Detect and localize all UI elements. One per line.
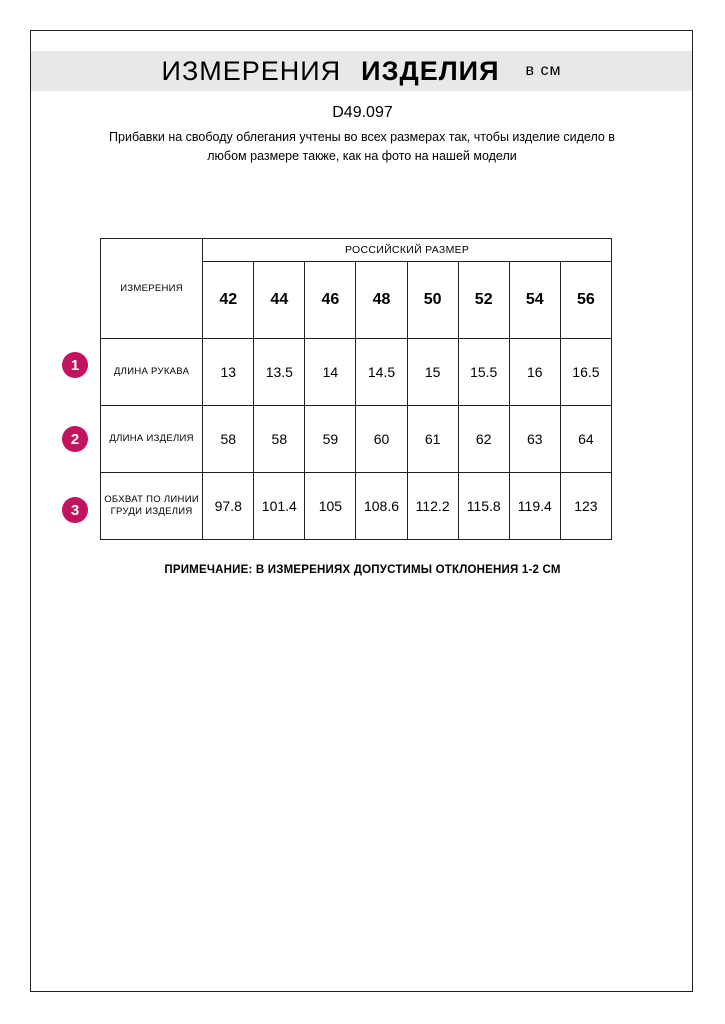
cell-length-56: 64 (560, 406, 611, 473)
cell-length-50: 61 (407, 406, 458, 473)
corner-label: ИЗМЕРЕНИЯ (101, 239, 203, 339)
cell-sleeve-48: 14.5 (356, 339, 407, 406)
measurements-table (100, 238, 612, 540)
cell-length-54: 63 (509, 406, 560, 473)
size-header-50: 50 (407, 262, 458, 339)
page-title (31, 51, 692, 91)
cell-chest-48: 108.6 (356, 473, 407, 540)
footer-note: ПРИМЕЧАНИЕ: В ИЗМЕРЕНИЯХ ДОПУСТИМЫ ОТКЛОНЕНИЯ 1-2 СМ (164, 564, 561, 576)
cell-length-42: 58 (203, 406, 254, 473)
table-header-group-row (101, 239, 612, 262)
cell-chest-46: 105 (305, 473, 356, 540)
marker-badge-2: 2 (62, 426, 88, 452)
row-label-sleeve-length: ДЛИНА РУКАВА (101, 339, 203, 406)
title-product: ИЗДЕЛИЯ (361, 55, 500, 86)
measurements-table-wrap (100, 238, 612, 540)
size-header-56: 56 (560, 262, 611, 339)
cell-sleeve-54: 16 (509, 339, 560, 406)
cell-chest-50: 112.2 (407, 473, 458, 540)
size-header-42: 42 (203, 262, 254, 339)
intro-note: Прибавки на свободу облегания учтены во всех размерах так, чтобы изделие сидело в любом размере также, как на фото на нашей модели (109, 130, 615, 163)
size-header-54: 54 (509, 262, 560, 339)
size-header-52: 52 (458, 262, 509, 339)
row-label-chest-girth: ОБХВАТ ПО ЛИНИИ ГРУДИ ИЗДЕЛИЯ (101, 473, 203, 540)
title-units: в см (525, 62, 562, 79)
size-header-46: 46 (305, 262, 356, 339)
article-code: D49.097 (332, 104, 393, 121)
group-header-russian-size: РОССИЙСКИЙ РАЗМЕР (203, 239, 612, 262)
cell-sleeve-56: 16.5 (560, 339, 611, 406)
marker-badge-3: 3 (62, 497, 88, 523)
cell-chest-42: 97.8 (203, 473, 254, 540)
cell-chest-44: 101.4 (254, 473, 305, 540)
size-header-44: 44 (254, 262, 305, 339)
table-row (101, 406, 612, 473)
cell-length-52: 62 (458, 406, 509, 473)
cell-chest-54: 119.4 (509, 473, 560, 540)
table-row (101, 473, 612, 540)
cell-chest-56: 123 (560, 473, 611, 540)
cell-chest-52: 115.8 (458, 473, 509, 540)
cell-sleeve-52: 15.5 (458, 339, 509, 406)
table-row (101, 339, 612, 406)
cell-length-44: 58 (254, 406, 305, 473)
cell-sleeve-44: 13.5 (254, 339, 305, 406)
marker-badge-1: 1 (62, 352, 88, 378)
cell-sleeve-42: 13 (203, 339, 254, 406)
size-header-48: 48 (356, 262, 407, 339)
row-label-product-length: ДЛИНА ИЗДЕЛИЯ (101, 406, 203, 473)
cell-sleeve-46: 14 (305, 339, 356, 406)
title-measurements: ИЗМЕРЕНИЯ (161, 55, 342, 86)
cell-length-46: 59 (305, 406, 356, 473)
cell-length-48: 60 (356, 406, 407, 473)
cell-sleeve-50: 15 (407, 339, 458, 406)
